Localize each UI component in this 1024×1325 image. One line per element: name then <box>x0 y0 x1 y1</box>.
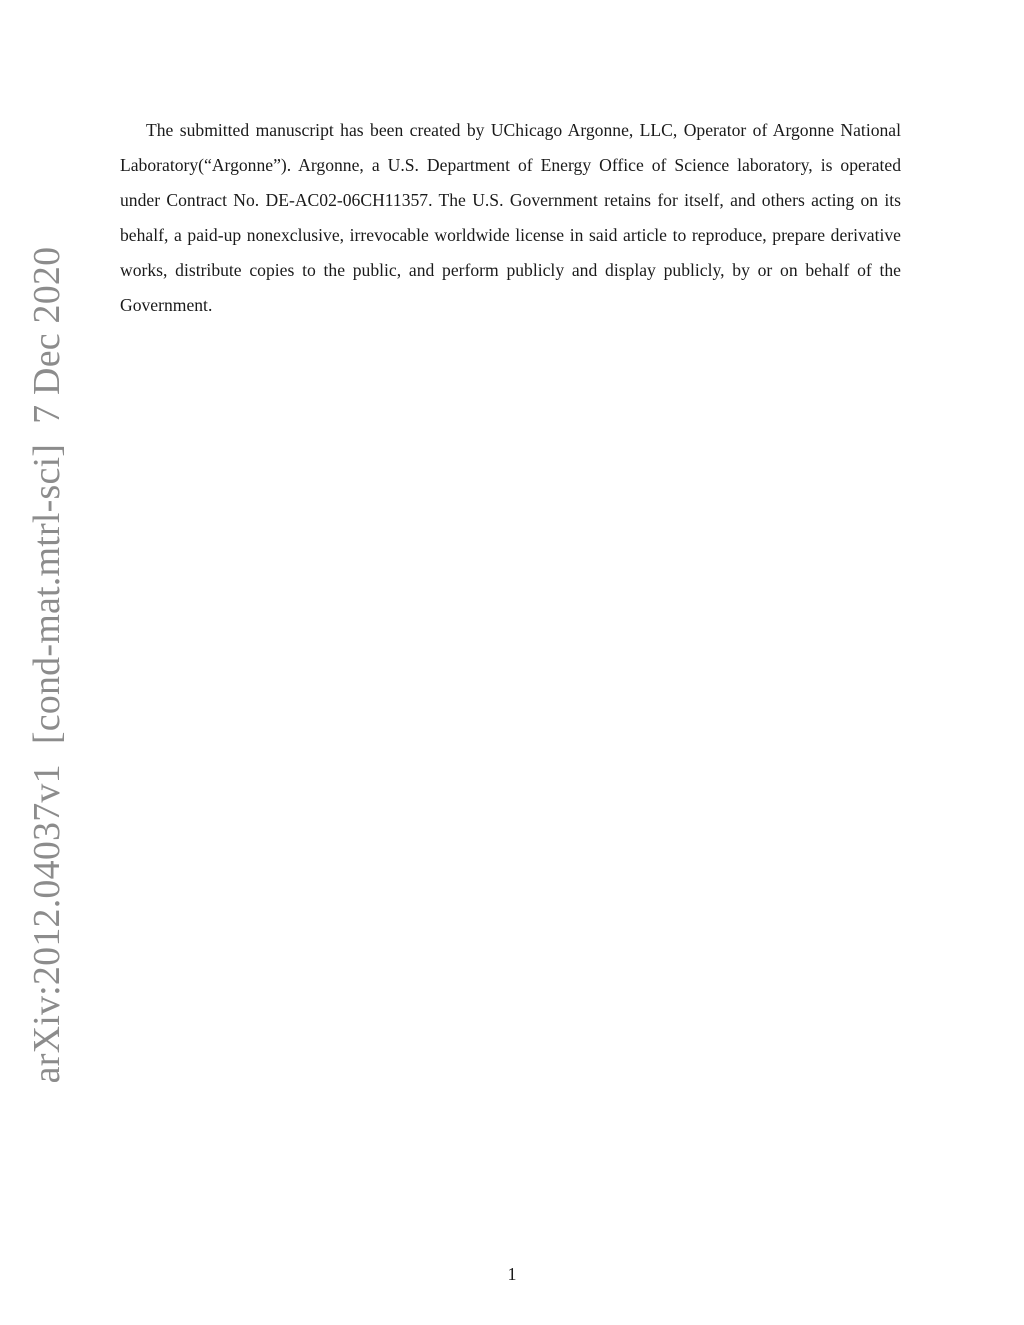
arxiv-identifier: arXiv:2012.04037v1 <box>26 764 68 1084</box>
arxiv-date: 7 Dec 2020 <box>26 246 68 424</box>
government-license-notice: The submitted manuscript has been created by UChicago Argonne, LLC, Operator of Argonne National Laboratory(“Argonne”). Argonne, a U.S. Department of Energy Office of Science laboratory, is operated under Contract No. DE-AC02-06CH11357. The U.S. Government retains for itself, and others acting on its behalf, a paid-up nonexclusive, irrevocable worldwide license in said article to reproduce, prepare derivative works, distribute copies to the public, and perform publicly and display publicly, by or on behalf of the Government. <box>120 120 901 315</box>
arxiv-stamp <box>28 247 66 1084</box>
page-number: 1 <box>507 1264 517 1284</box>
arxiv-category: [cond-mat.mtrl-sci] <box>26 443 68 745</box>
